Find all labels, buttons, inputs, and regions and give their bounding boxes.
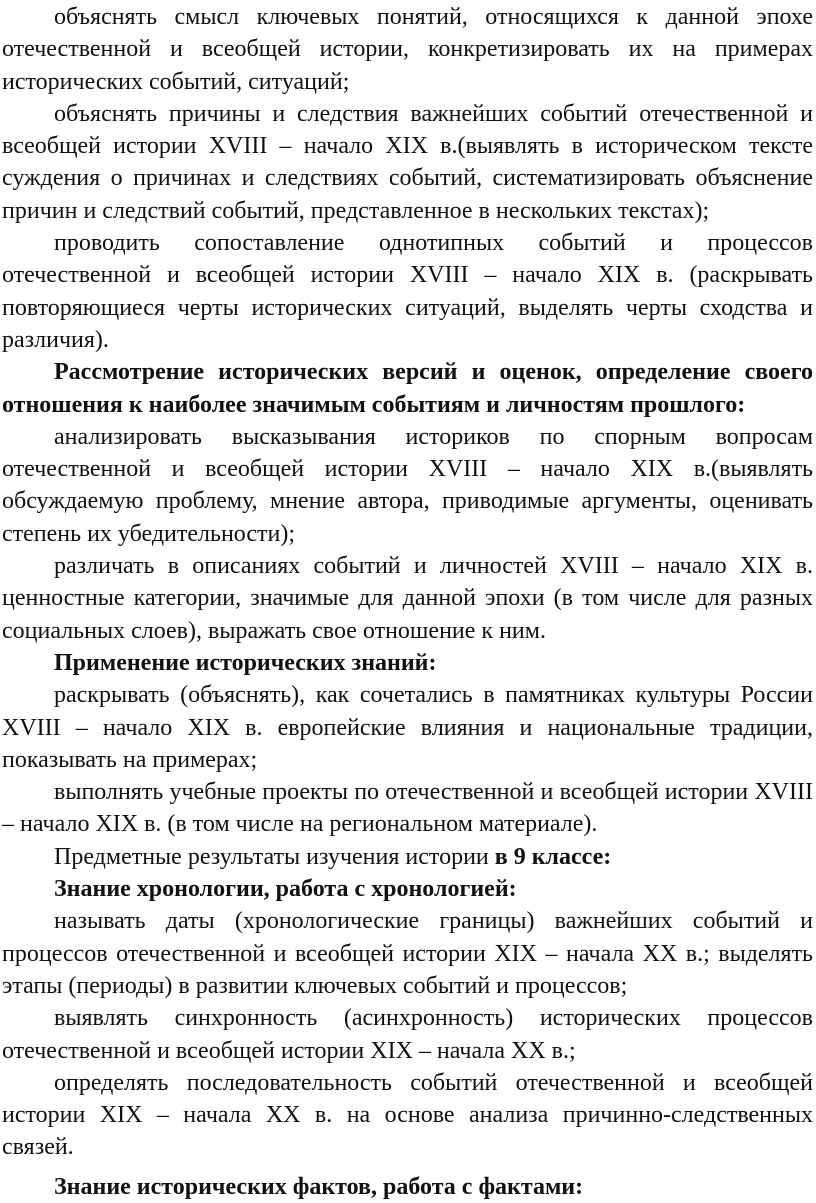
paragraph: выявлять синхронность (асинхронность) исторических процессов отечественной и всеобщей истории XIX – начала XX в.; — [2, 1005, 813, 1064]
section-heading: Знание исторических фактов, работа с фактами: — [54, 1173, 584, 1200]
section-heading: Рассмотрение исторических версий и оценок, определение своего отношения к наиболее значимым событиям и личностям прошлого: — [2, 359, 813, 418]
paragraph: анализировать высказывания историков по спорным вопросам отечественной и всеобщей истории XVIII – начало XIX в.(выявлять обсуждаемую проблему, мнение автора, приводимые аргументы, оценивать степень их убедительности); — [2, 423, 813, 547]
paragraph: различать в описаниях событий и личностей XVIII – начало XIX в. ценностные категории, значимые для данной эпохи (в том числе для разных социальных слоев), выражать свое отношение к ним. — [2, 553, 813, 644]
section-heading: Знание хронологии, работа с хронологией: — [54, 876, 517, 903]
results-line-grade: в 9 классе: — [494, 843, 612, 870]
results-line-prefix: Предметные результаты изучения истории — [54, 843, 495, 870]
paragraph: называть даты (хронологические границы) важнейших событий и процессов отечественной и всеобщей истории XIX – начала XX в.; выделять этапы (периоды) в развитии ключевых событий и процессов; — [2, 908, 813, 999]
results-line — [2, 841, 813, 873]
section-heading: Применение исторических знаний: — [54, 649, 437, 676]
paragraph: выполнять учебные проекты по отечественной и всеобщей истории XVIII – начало XIX в. (в том числе на региональном материале). — [2, 779, 813, 838]
paragraph: проводить сопоставление однотипных событий и процессов отечественной и всеобщей истории XVIII – начало XIX в. (раскрывать повторяющиеся черты исторических ситуаций, выделять черты сходства и различия). — [2, 230, 813, 353]
document-page — [0, 1, 816, 1200]
paragraph: раскрывать (объяснять), как сочетались в памятниках культуры России XVIII – начало XIX в. европейские влияния и национальные традиции, показывать на примерах; — [2, 682, 813, 773]
paragraph: определять последовательность событий отечественной и всеобщей истории XIX – начала XX в. на основе анализа причинно-следственных связей. — [2, 1069, 813, 1161]
paragraph: объяснять причины и следствия важнейших событий отечественной и всеобщей истории XVIII – начало XIX в.(выявлять в историческом тексте суждения о причинах и следствиях событий, систематизировать объяснение причин и следствий событий, представленное в нескольких текстах); — [2, 100, 813, 224]
paragraph: объяснять смысл ключевых понятий, относящихся к данной эпохе отечественной и всеобщей истории, конкретизировать их на примерах исторических событий, ситуаций; — [2, 4, 813, 95]
